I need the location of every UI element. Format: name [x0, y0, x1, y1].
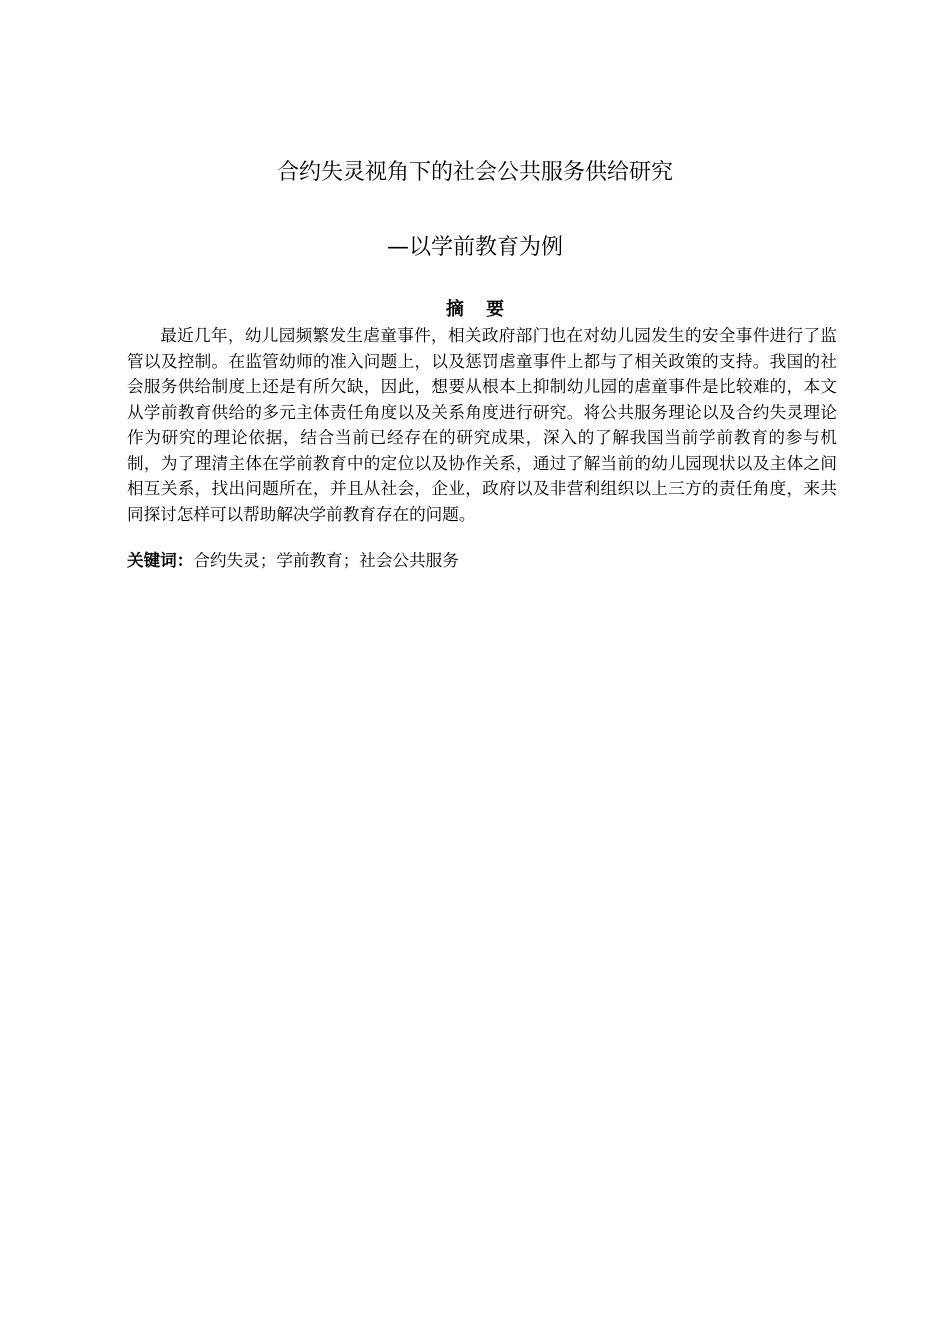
keywords-label: 关键词： — [127, 551, 194, 570]
keywords-text: 合约失灵；学前教育；社会公共服务 — [193, 551, 459, 570]
paper-title: 合约失灵视角下的社会公共服务供给研究 — [276, 160, 673, 185]
abstract-body: 最近几年，幼儿园频繁发生虐童事件，相关政府部门也在对幼儿园发生的安全事件进行了监管以及控制。在监管幼师的准入问题上，以及惩罚虐童事件上都与了相关政策的支持。我国的社会服务供给制度上还是有所欠缺，因此，想要从根本上抑制幼儿园的虐童事件是比较难的，本文从学前教育供给的多元主体责任角度以及关系角度进行研究。将公共服务理论以及合约失灵理论作为研究的理论依据，结合当前已经存在的研究成果，深入的了解我国当前学前教育的参与机制，为了理清主体在学前教育中的定位以及协作关系，通过了解当前的幼儿园现状以及主体之间相互关系，找出问题所在，并且从社会，企业，政府以及非营利组织以上三方的责任角度，来共同探讨怎样可以帮助解决学前教育存在的问题。 — [127, 326, 837, 524]
keywords-line — [127, 548, 837, 574]
paper-subtitle: —以学前教育为例 — [386, 235, 563, 260]
abstract-heading: 摘 要 — [445, 299, 513, 320]
